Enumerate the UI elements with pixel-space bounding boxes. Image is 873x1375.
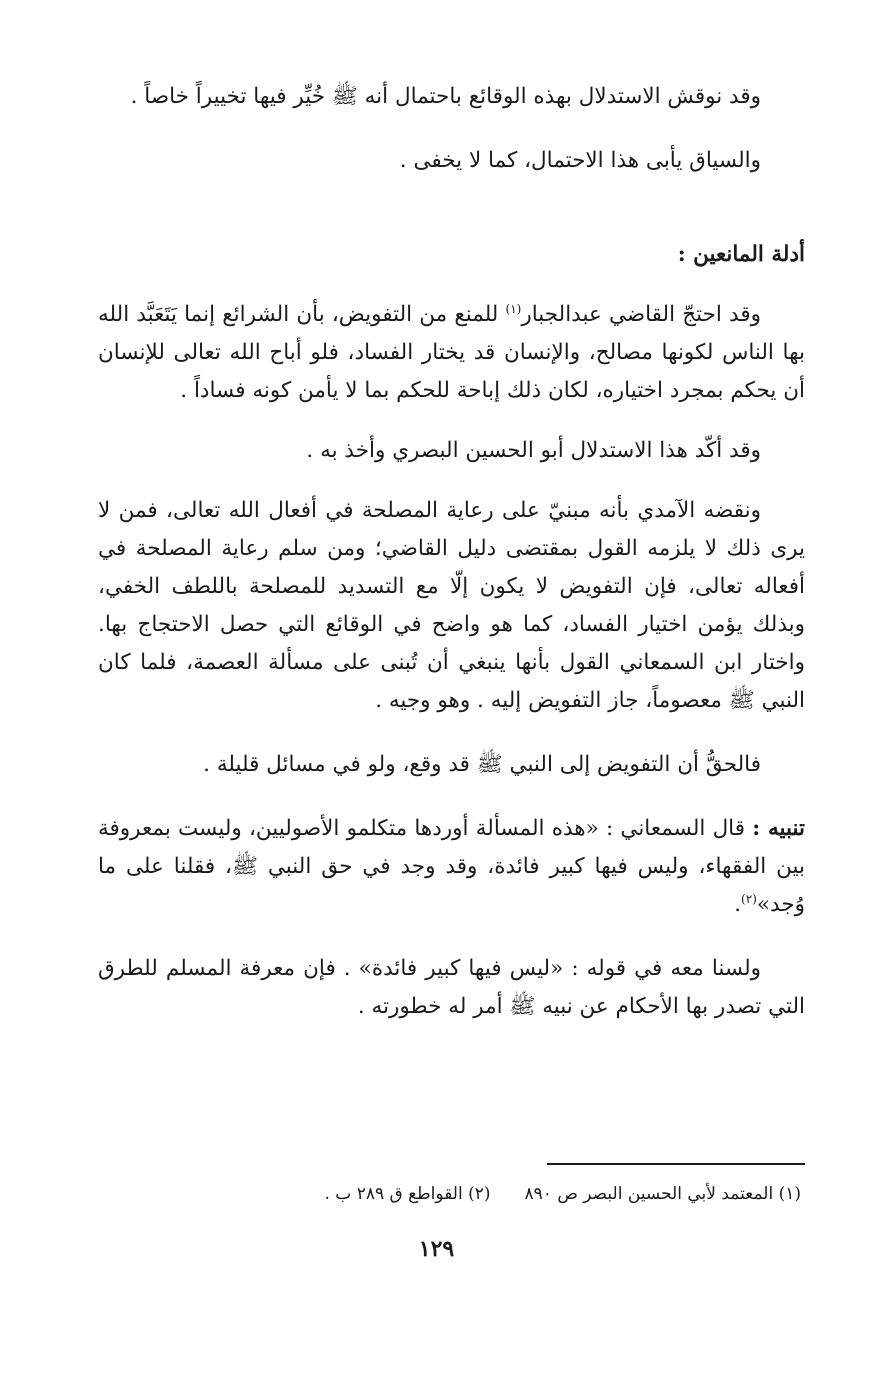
note-text: قال السمعاني : «هذه المسألة أوردها متكلمو الأصوليين، وليست بمعروفة بين الفقهاء، وليس فيها كبير فائدة، وقد وجد في حق النبي ﷺ، فقلنا على ما وُجد» — [98, 816, 805, 917]
paragraph-abduljabbar-start: وقد احتجّ القاضي عبدالجبار — [521, 302, 761, 327]
page-number: ١٢٩ — [418, 1236, 455, 1262]
page-body — [98, 78, 805, 1026]
paragraph-amidi: ونقضه الآمدي بأنه مبنيّ على رعاية المصلحة في أفعال الله تعالى، فمن لا يرى ذلك لا يلزمه القول بمقتضى دليل القاضي؛ ومن سلم رعاية المصلحة في أفعاله تعالى، فإن التفويض لا يكون إلّا مع التسديد للمصلحة باللطف الخفي، وبذلك يؤمن اختيار الفساد، كما هو واضح في الوقائع التي حصل الاحتجاج بها. واختار ابن السمعاني القول بأنها ينبغي أن تُبنى على مسألة العصمة، فلما كان النبي ﷺ معصوماً، جاز التفويض إليه . وهو وجيه . — [98, 498, 805, 713]
paragraph-abduljabbar — [98, 296, 805, 410]
footnote-ref-2: (٢) — [741, 891, 757, 906]
paragraph-conclusion: فالحقُّ أن التفويض إلى النبي ﷺ قد وقع، ولو في مسائل قليلة . — [203, 752, 761, 777]
note-end: . — [734, 892, 742, 917]
section-heading: أدلة المانعين : — [677, 242, 805, 267]
paragraph-response: ولسنا معه في قوله : «ليس فيها كبير فائدة» . فإن معرفة المسلم للطرق التي تصدر بها الأحكام عن نبيه ﷺ أمر له خطورته . — [98, 956, 805, 1019]
footnotes — [324, 1180, 801, 1208]
footnote-divider — [547, 1163, 805, 1165]
paragraph-basri: وقد أكّد هذا الاستدلال أبو الحسين البصري وأخذ به . — [306, 438, 761, 463]
paragraph-note — [98, 810, 805, 924]
footnote-1: (١) المعتمد لأبي الحسين البصر ص ٨٩٠ — [524, 1184, 801, 1204]
footnote-ref-1: (١) — [505, 301, 522, 316]
paragraph-objection: وقد نوقش الاستدلال بهذه الوقائع باحتمال أنه ﷺ خُيِّر فيها تخييراً خاصاً . — [130, 84, 761, 109]
footnote-2: (٢) القواطع ق ٢٨٩ ب . — [324, 1184, 491, 1204]
paragraph-abduljabbar-rest: للمنع من التفويض، بأن الشرائع إنما يَتَعَبَّد الله بها الناس لكونها مصالح، والإنسان قد يختار الفساد، فلو أباح الله تعالى للإنسان أن يحكم بمجرد اختياره، لكان ذلك إباحة للحكم بما لا يأمن كونه فساداً . — [98, 302, 805, 403]
paragraph-context: والسياق يأبى هذا الاحتمال، كما لا يخفى . — [399, 148, 761, 173]
note-label: تنبيه : — [752, 816, 806, 841]
